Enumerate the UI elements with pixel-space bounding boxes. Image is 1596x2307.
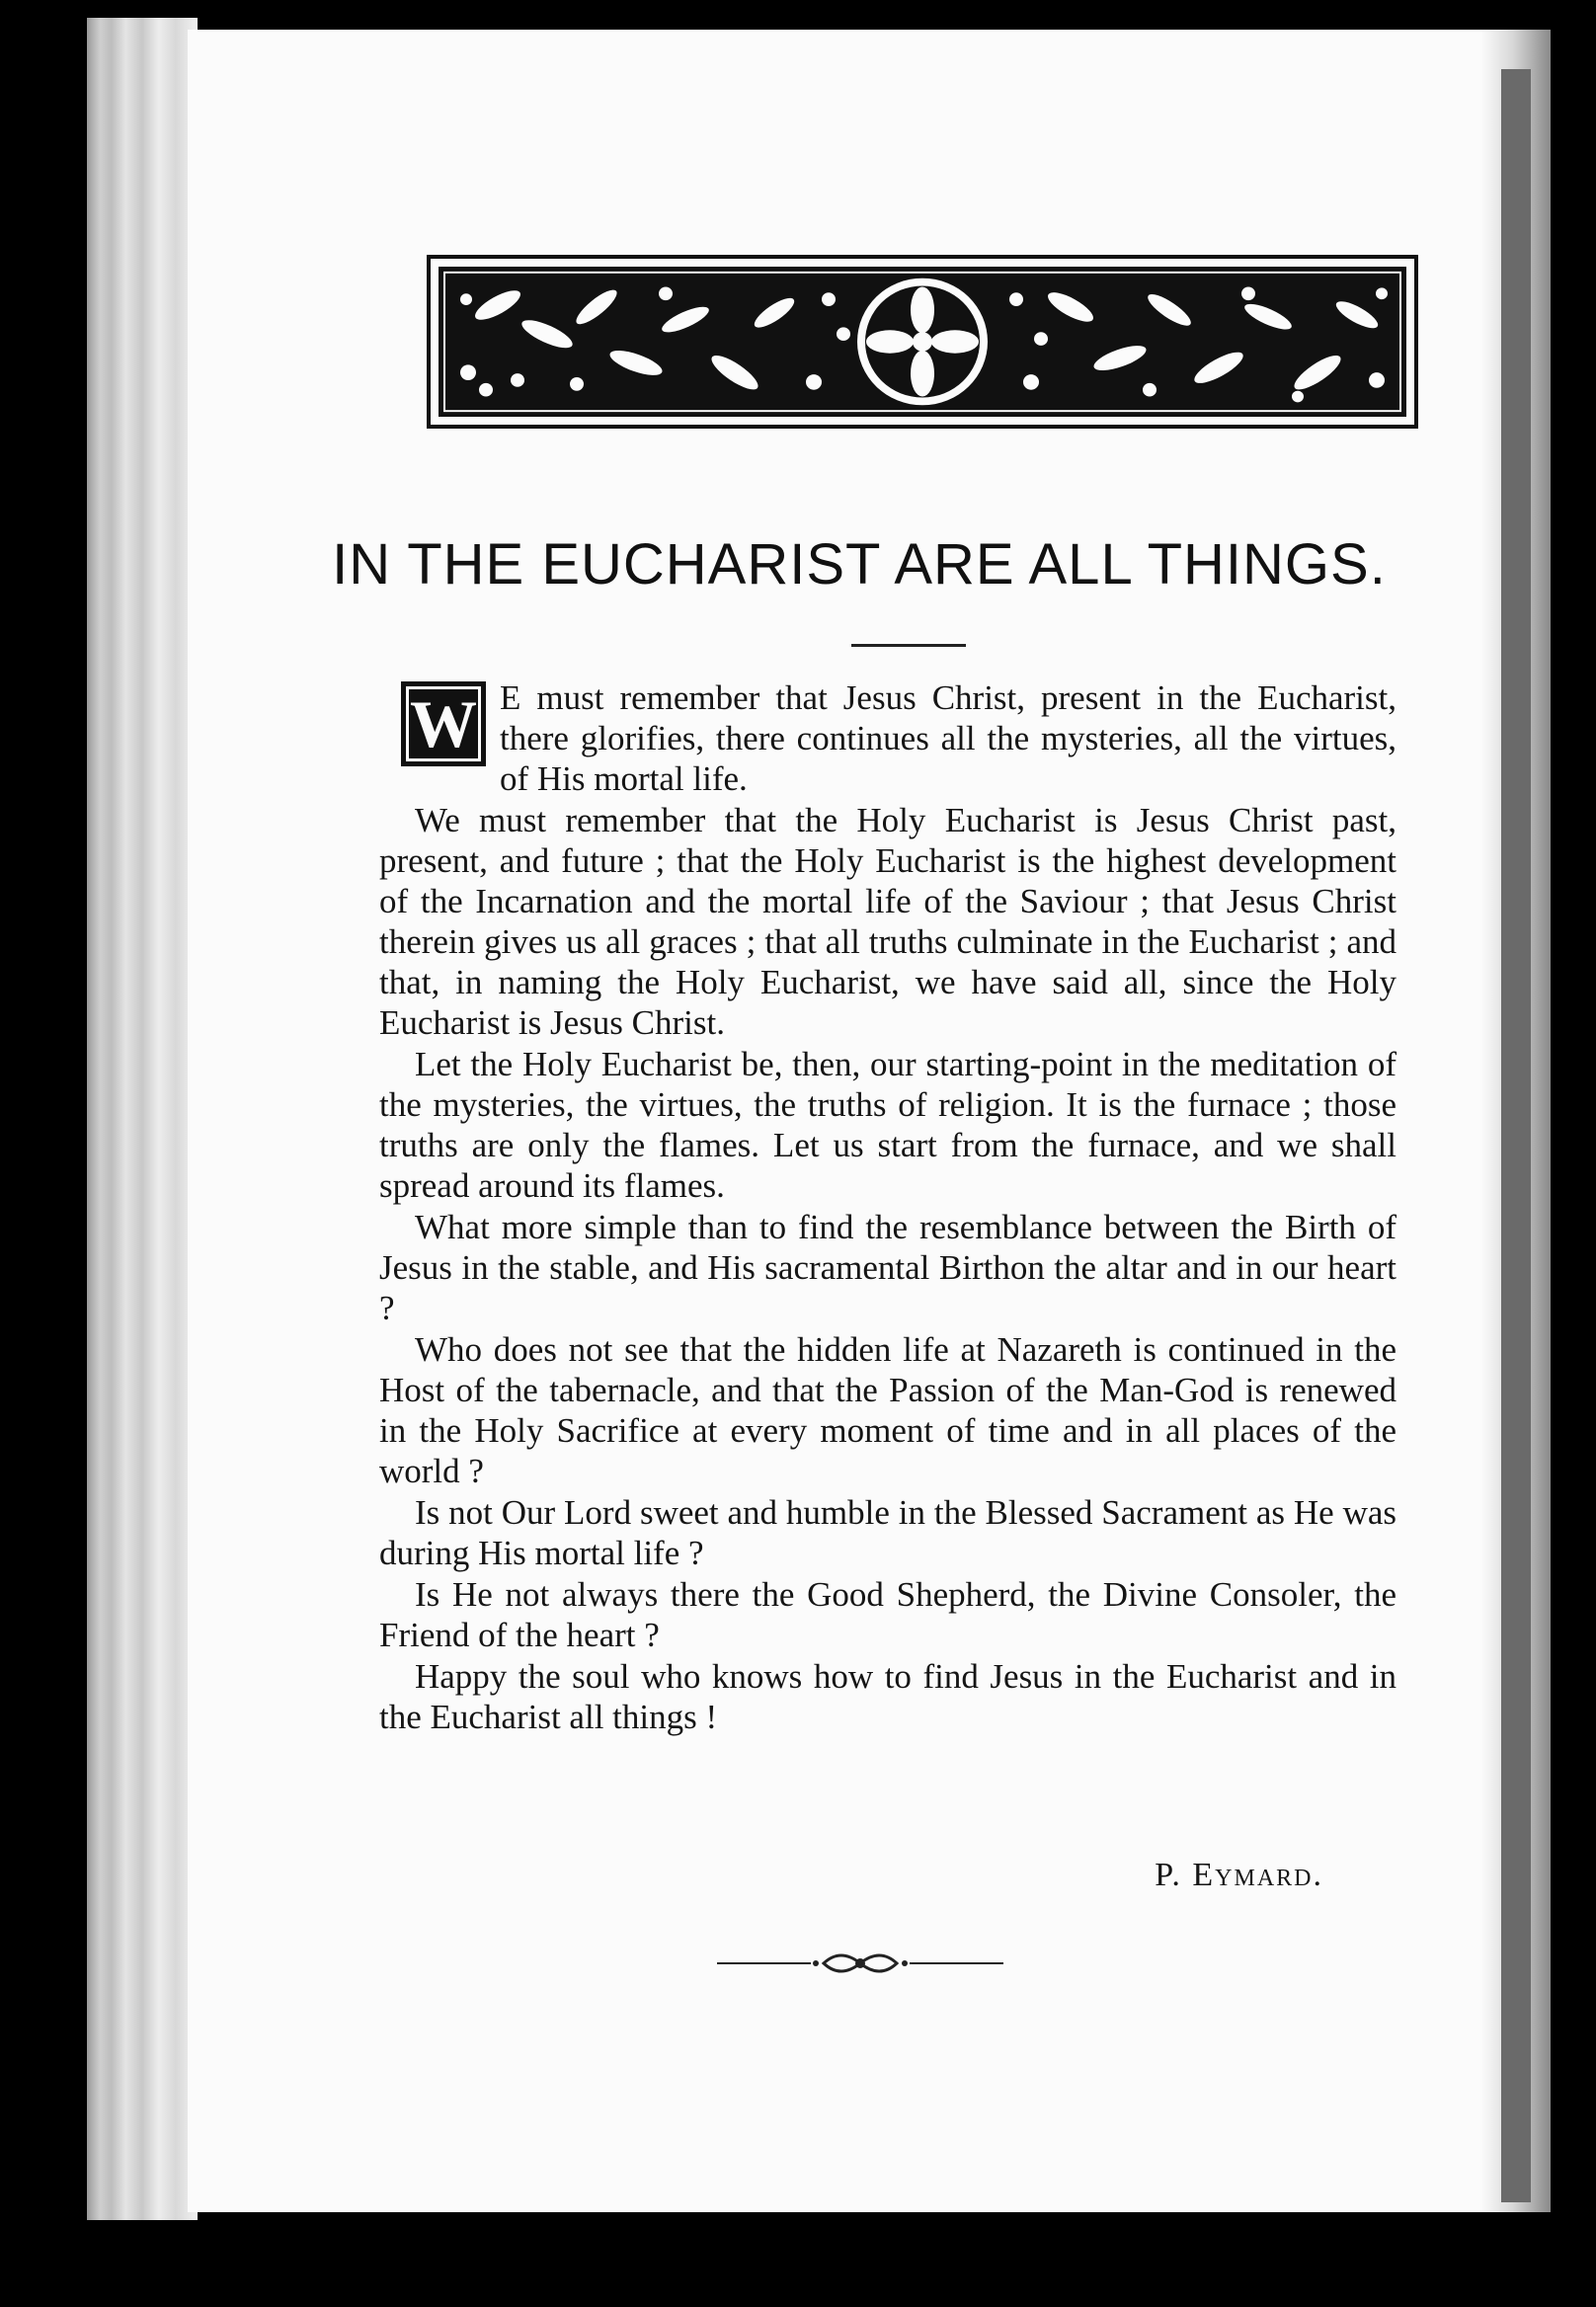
book-page-edges (87, 18, 198, 2220)
paragraph-4: What more simple than to find the resemblance between the Birth of Jesus in the stable, and His sacramental Birthon the altar and in our heart ? (379, 1208, 1396, 1327)
drop-cap-continuation: E (500, 678, 521, 717)
paragraph-3: Let the Holy Eucharist be, then, our starting-point in the meditation of the mysteries, the virtues, the truths of religion. It is the furnace ; those truths are only the flames. Let us start from the furnace, and we shall spread around its flames. (379, 1045, 1396, 1205)
article-body (379, 677, 1396, 1738)
foliage-ornament-icon (439, 267, 1406, 417)
paragraph-5: Who does not see that the hidden life at Nazareth is continued in the Host of the tabernacle, and that the Passion of the Man-God is renewed in the Holy Sacrifice at every moment of time and in all places of the world ? (379, 1330, 1396, 1490)
title-rule-divider (851, 644, 966, 647)
book-spine (1501, 69, 1531, 2202)
ornamental-header-band (427, 255, 1418, 429)
paragraph-2: We must remember that the Holy Eucharist is Jesus Christ past, present, and future ; that the Holy Eucharist is the highest development of the Incarnation and the mortal life of the Saviour ; that Jesus Christ therein gives us all graces ; that all truths culminate in the Eucharist ; and that, in naming the Holy Eucharist, we have said all, since the Holy Eucharist is Jesus Christ. (379, 801, 1396, 1042)
paragraph-text: must remember that Jesus Christ, present in the Eucharist, there glorifies, there continues all the mysteries, all the virtues, of His mortal life. (500, 678, 1396, 798)
paragraph-7: Is He not always there the Good Shepherd, the Divine Consoler, the Friend of the heart ? (379, 1575, 1396, 1654)
paragraph-6: Is not Our Lord sweet and humble in the Blessed Sacrament as He was during His mortal life ? (379, 1493, 1396, 1572)
page-title: IN THE EUCHARIST ARE ALL THINGS. (332, 532, 1387, 597)
author-signature: P. Eymard. (1155, 1857, 1323, 1893)
drop-cap-initial: W (401, 681, 486, 766)
paragraph-1 (379, 677, 1396, 799)
paragraph-8: Happy the soul who knows how to find Jesus in the Eucharist and in the Eucharist all things ! (379, 1657, 1396, 1736)
tailpiece-ornament-icon (717, 1944, 1003, 1983)
